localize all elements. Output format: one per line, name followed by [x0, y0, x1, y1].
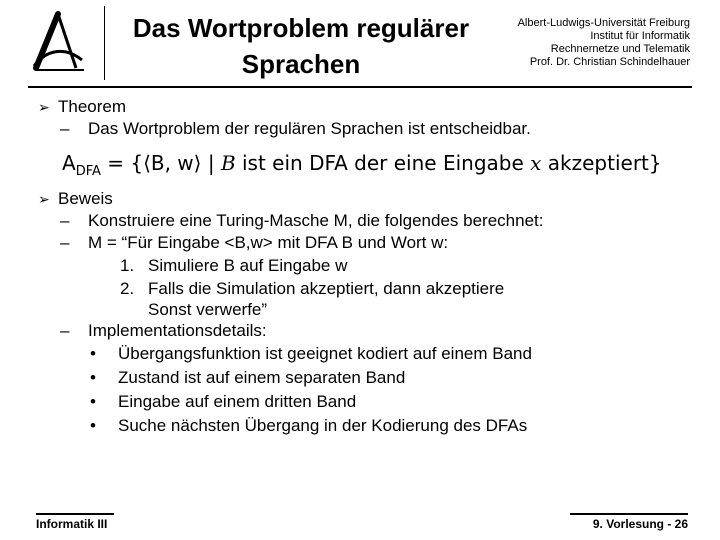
arrow-bullet-icon: ➢	[38, 191, 50, 207]
proof-heading-text: Beweis	[58, 189, 113, 208]
detail-item	[38, 342, 698, 366]
arrow-bullet-icon: ➢	[38, 99, 50, 115]
slide-content	[38, 96, 698, 438]
formula-subscript: DFA	[75, 164, 101, 179]
detail-item	[38, 366, 698, 390]
formula-text2: akzeptiert}	[541, 151, 662, 175]
step-text: Falls die Simulation akzeptiert, dann akzeptiere	[148, 279, 505, 298]
theorem-heading-text: Theorem	[58, 97, 127, 116]
header-divider	[104, 6, 105, 80]
proof-item	[38, 320, 698, 342]
proof-item-text: M = “Für Eingabe <B,w> mit DFA B und Wort w:	[88, 233, 449, 252]
institution-block	[518, 17, 690, 69]
dash-bullet: –	[60, 321, 70, 340]
institution-line: Albert-Ludwigs-Universität Freiburg	[517, 17, 690, 29]
dash-bullet: –	[60, 233, 70, 252]
dash-bullet: –	[60, 119, 70, 138]
formula	[62, 148, 698, 178]
institution-line: Prof. Dr. Christian Schindelhauer	[529, 56, 690, 68]
detail-item	[38, 390, 698, 414]
title-line-2: Sprachen	[241, 49, 361, 79]
slide-title	[108, 10, 494, 82]
detail-text: Übergangsfunktion ist geeignet kodiert auf einem Band	[118, 344, 532, 363]
proof-heading	[38, 188, 698, 210]
footer-page: 9. Vorlesung - 26	[570, 513, 688, 531]
proof-item	[38, 232, 698, 254]
formula-eq: = {⟨B, w⟩ |	[100, 151, 221, 175]
step-text: Simuliere B auf Eingabe w	[148, 256, 348, 275]
proof-item-text: Konstruiere eine Turing-Masche M, die folgendes berechnet:	[88, 211, 544, 230]
theorem-heading	[38, 96, 698, 118]
step-number: 2.	[120, 279, 135, 298]
step-item	[38, 254, 698, 277]
dot-bullet: •	[90, 416, 96, 435]
header-rule	[28, 86, 692, 88]
step-number: 1.	[120, 256, 135, 275]
dot-bullet: •	[90, 368, 96, 387]
detail-text: Suche nächsten Übergang in der Kodierung des DFAs	[118, 416, 528, 435]
formula-b: B	[220, 151, 236, 175]
institution-line: Rechnernetze und Telematik	[550, 43, 690, 55]
detail-item	[38, 414, 698, 438]
step-item	[38, 277, 698, 300]
theorem-item	[38, 118, 698, 140]
dot-bullet: •	[90, 344, 96, 363]
formula-text1: ist ein DFA der eine Eingabe	[235, 151, 531, 175]
detail-text: Zustand ist auf einem separaten Band	[118, 368, 406, 387]
formula-a: A	[62, 151, 76, 175]
step-continuation: Sonst verwerfe”	[148, 300, 268, 319]
title-line-1: Das Wortproblem regulärer	[132, 13, 470, 43]
dot-bullet: •	[90, 392, 96, 411]
institution-line: Institut für Informatik	[590, 30, 690, 42]
proof-item	[38, 210, 698, 232]
formula-x: x	[530, 151, 542, 175]
footer-course: Informatik III	[36, 513, 114, 531]
proof-item-text: Implementationsdetails:	[88, 321, 267, 340]
university-logo	[28, 10, 88, 74]
theorem-item-text: Das Wortproblem der regulären Sprachen ist entscheidbar.	[88, 119, 531, 138]
detail-text: Eingabe auf einem dritten Band	[118, 392, 357, 411]
dash-bullet: –	[60, 211, 70, 230]
